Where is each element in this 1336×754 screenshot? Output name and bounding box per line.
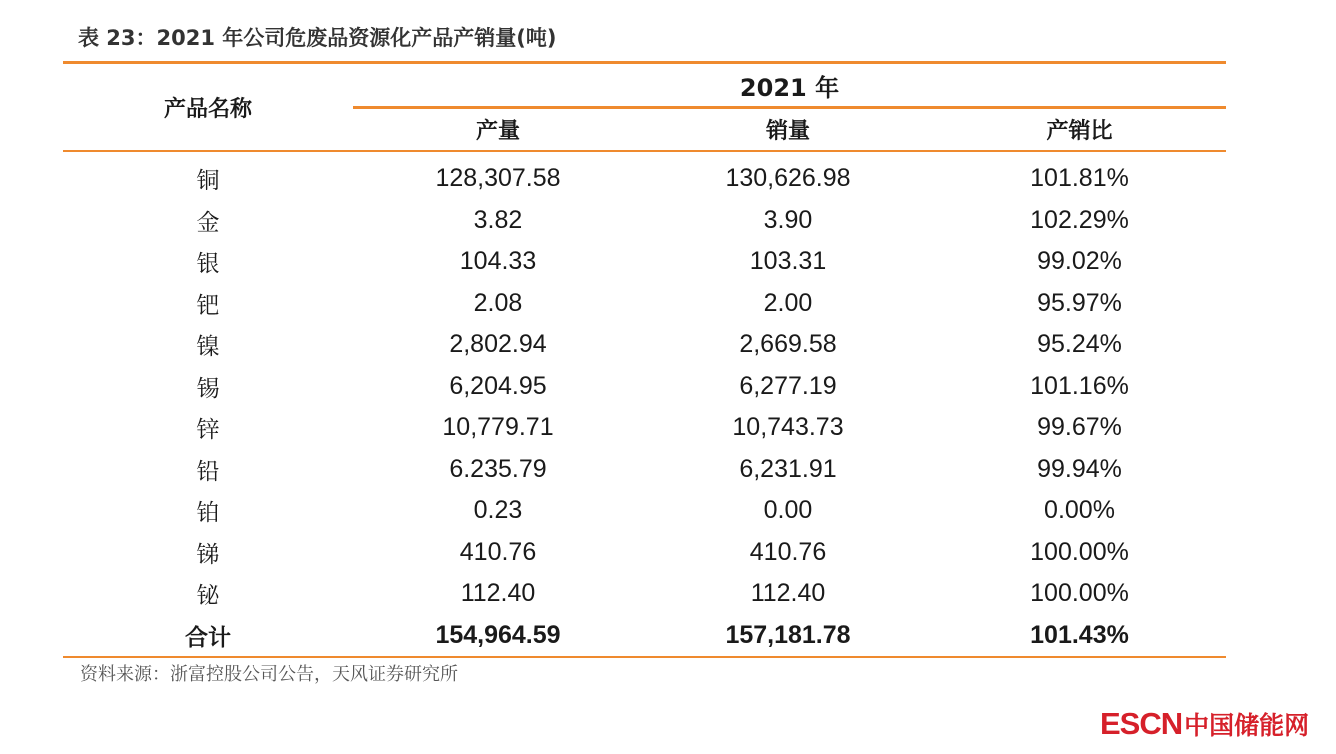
cell-product: 镍 [196,334,220,361]
cell-sales: 6,231.91 [739,454,837,483]
logo-cn: 中国储能网 [1184,711,1310,740]
cell-output: 2.08 [473,288,523,317]
cell-ratio: 99.94% [1037,454,1122,483]
cell-output: 154,964.59 [435,620,561,649]
cell-product: 钯 [196,292,220,319]
cell-sales: 6,277.19 [739,371,837,400]
table-row [63,449,1226,491]
table-row [63,573,1226,615]
table-header [63,64,1226,150]
caption-title: 2021 年公司危废品资源化产品产销量(吨) [156,26,557,50]
cell-output: 112.40 [460,579,536,608]
cell-ratio: 100.00% [1030,579,1129,608]
table-body [63,152,1226,656]
cell-product: 锌 [196,417,220,444]
table-row [63,532,1226,574]
cell-output: 104.33 [459,247,537,276]
cell-ratio: 99.67% [1037,413,1122,442]
cell-sales: 2,669.58 [739,330,837,359]
table-row [63,366,1226,408]
table-row [63,200,1226,242]
cell-sales: 3.90 [763,205,813,234]
table-row [63,241,1226,283]
table-total-row [63,615,1226,657]
cell-ratio: 101.43% [1030,620,1129,649]
cell-output: 3.82 [473,205,523,234]
cell-product: 合计 [185,624,231,651]
cell-product: 锡 [196,375,220,402]
cell-sales: 130,626.98 [725,164,851,193]
cell-output: 410.76 [459,537,537,566]
cell-sales: 112.40 [750,579,826,608]
cell-output: 6.235.79 [449,454,547,483]
header-product-name: 产品名称 [163,96,252,122]
cell-product: 银 [196,251,220,278]
table-row [63,324,1226,366]
cell-ratio: 95.24% [1037,330,1122,359]
cell-sales: 103.31 [749,247,827,276]
cell-sales: 0.00 [763,496,813,525]
cell-product: 金 [196,209,220,236]
cell-ratio: 95.97% [1037,288,1122,317]
cell-ratio: 101.81% [1030,164,1129,193]
cell-ratio: 100.00% [1030,537,1129,566]
cell-ratio: 102.29% [1030,205,1129,234]
cell-product: 铜 [196,168,220,195]
source-note: 资料来源：浙富控股公司公告，天风证券研究所 [80,664,458,685]
table-row [63,407,1226,449]
cell-output: 128,307.58 [435,164,561,193]
cell-output: 0.23 [473,496,523,525]
logo-en: ESCN [1100,706,1183,741]
escn-logo [1100,706,1309,742]
header-sales: 销量 [765,119,810,144]
cell-product: 铂 [196,500,220,527]
cell-output: 6,204.95 [449,371,547,400]
cell-output: 2,802.94 [449,330,547,359]
cell-product: 铅 [196,458,220,485]
table-row [63,490,1226,532]
cell-product: 锑 [196,541,220,568]
header-ratio: 产销比 [1046,119,1113,144]
cell-sales: 2.00 [763,288,813,317]
caption-prefix: 表 23： [78,26,157,50]
cell-ratio: 0.00% [1044,496,1115,525]
cell-product: 铋 [196,583,220,610]
cell-ratio: 101.16% [1030,371,1129,400]
cell-sales: 10,743.73 [732,413,844,442]
cell-ratio: 99.02% [1037,247,1122,276]
header-year-group: 2021 年 [739,73,840,102]
table-row [63,158,1226,200]
cell-sales: 157,181.78 [725,620,851,649]
header-output: 产量 [475,119,520,144]
table-row [63,283,1226,325]
cell-sales: 410.76 [749,537,827,566]
data-table [63,61,1226,658]
bottom-rule [63,656,1226,658]
cell-output: 10,779.71 [442,413,554,442]
table-caption [78,22,557,52]
